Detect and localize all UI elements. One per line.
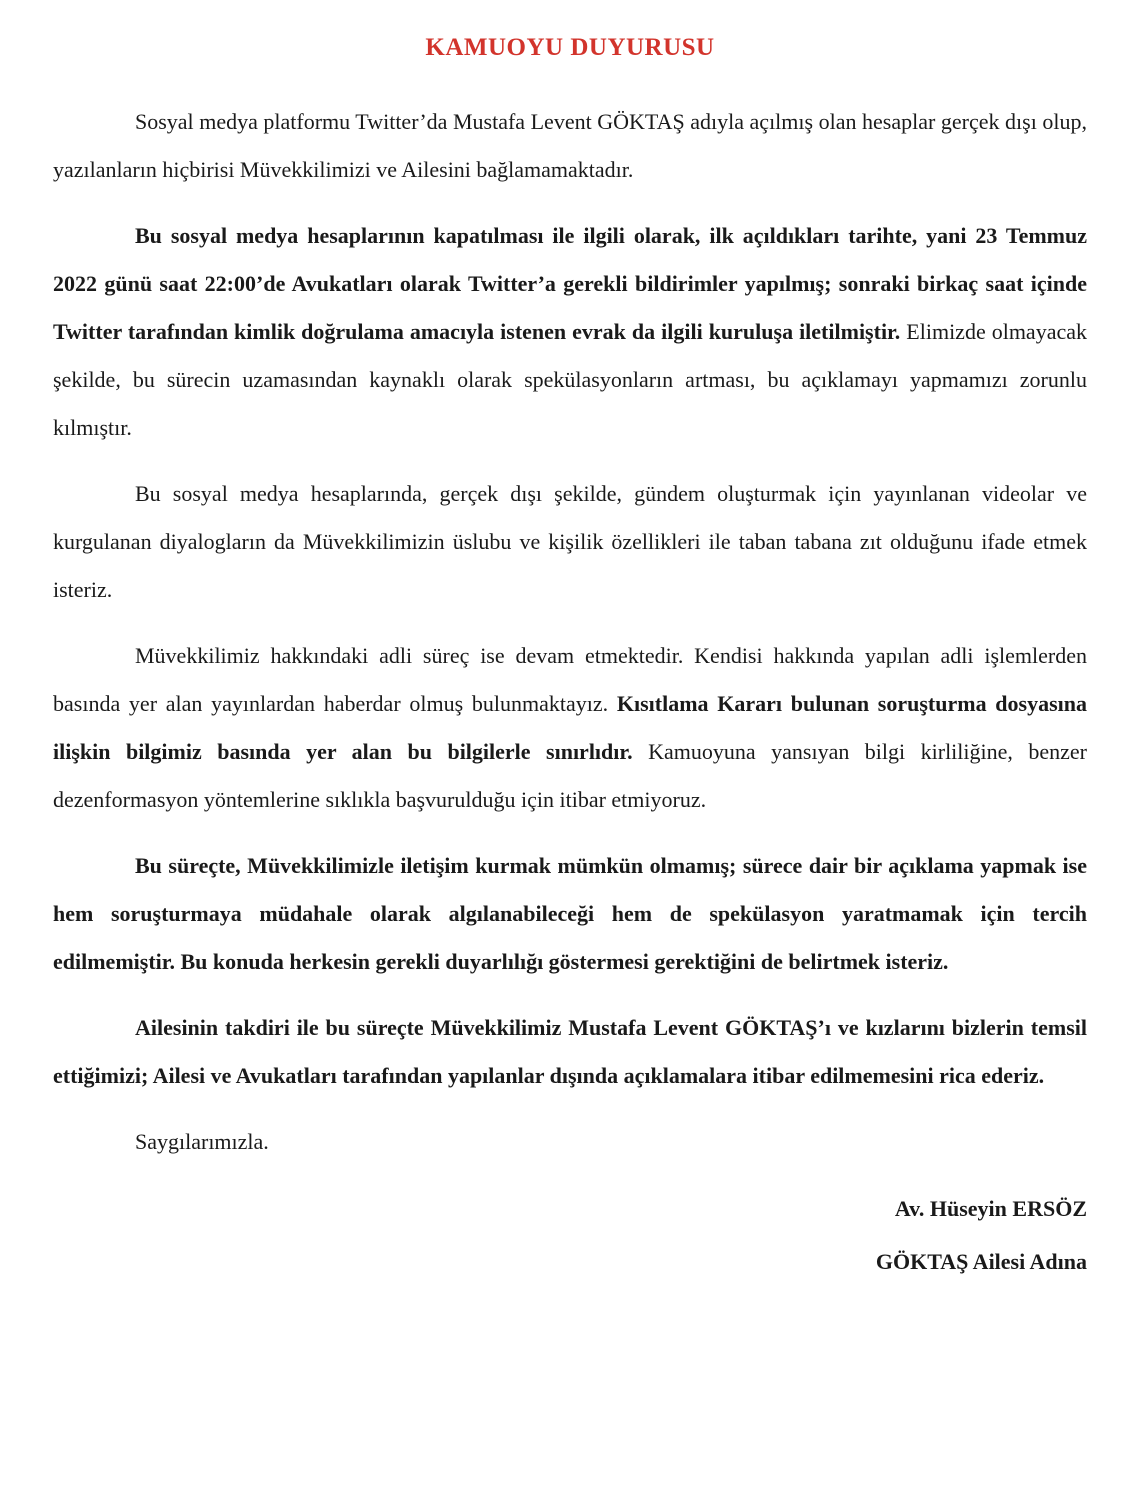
paragraph-intro — [53, 98, 1087, 194]
paragraph-text: Müvekkilimiz hakkındaki adli süreç ise devam etmektedir. Kendisi hakkında yapılan adli işlemlerden basında yer alan yayınlardan haberdar olmuş bulunmaktayız. — [53, 643, 1087, 716]
signature-role: GÖKTAŞ Ailesi Adına — [875, 1249, 1087, 1274]
paragraph-legal-process — [53, 632, 1087, 824]
paragraph-representation — [53, 1004, 1087, 1100]
paragraph-text-bold: Ailesinin takdiri ile bu süreçte Müvekkilimiz Mustafa Levent GÖKTAŞ’ı ve kızlarını bizlerin temsil ettiğimizi; Ailesi ve Avukatları tarafından yapılanlar dışında açıklamalara itibar edilmemesini rica ederiz. — [53, 1015, 1087, 1088]
paragraph-closure-notice — [53, 212, 1087, 452]
paragraph-no-contact — [53, 842, 1087, 986]
closing-salutation: Saygılarımızla. — [135, 1129, 269, 1154]
paragraph-text: Sosyal medya platformu Twitter’da Mustafa Levent GÖKTAŞ adıyla açılmış olan hesaplar gerçek dışı olup, yazılanların hiçbirisi Müvekkilimizi ve Ailesini bağlamamaktadır. — [53, 109, 1087, 182]
paragraph-text-bold: Bu süreçte, Müvekkilimizle iletişim kurmak mümkün olmamış; sürece dair bir açıklama yapmak ise hem soruşturmaya müdahale olarak algılanabileceği hem de spekülasyon yaratmamak için tercih edilmemiştir. Bu konuda herkesin gerekli duyarlılığı göstermesi gerektiğini de belirtmek isteriz. — [53, 853, 1087, 974]
paragraph-text: Kamuoyuna yansıyan bilgi kirliliğine, benzer dezenformasyon yöntemlerine sıklıkla başvurulduğu için itibar etmiyoruz. — [53, 739, 1087, 812]
paragraph-text: Elimizde olmayacak şekilde, bu sürecin uzamasından kaynaklı olarak spekülasyonların artması, bu açıklamayı yapmamızı zorunlu kılmıştır. — [53, 319, 1087, 440]
paragraph-text-bold: Kısıtlama Kararı bulunan soruşturma dosyasına ilişkin bilgimiz basında yer alan bu bilgilerle sınırlıdır. — [53, 691, 1088, 764]
paragraph-text: Bu sosyal medya hesaplarında, gerçek dışı şekilde, gündem oluşturmak için yayınlanan videolar ve kurgulanan diyalogların da Müvekkilimizin üslubu ve kişilik özellikleri ile taban tabana zıt olduğunu ifade etmek isteriz. — [53, 481, 1087, 602]
signature-name: Av. Hüseyin ERSÖZ — [894, 1196, 1087, 1221]
signature-block — [53, 1185, 1087, 1286]
paragraph-text-bold: Bu sosyal medya hesaplarının kapatılması ile ilgili olarak, ilk açıldıkları tarihte, yani 23 Temmuz 2022 günü saat 22:00’de Avukatları olarak Twitter’a gerekli bildirimler yapılmış; sonraki birkaç saat içinde Twitter tarafından kimlik doğrulama amacıyla istenen evrak da ilgili kuruluşa iletilmiştir. — [53, 223, 1087, 344]
paragraph-videos — [53, 470, 1087, 614]
document-title: KAMUOYU DUYURUSU — [425, 34, 715, 61]
